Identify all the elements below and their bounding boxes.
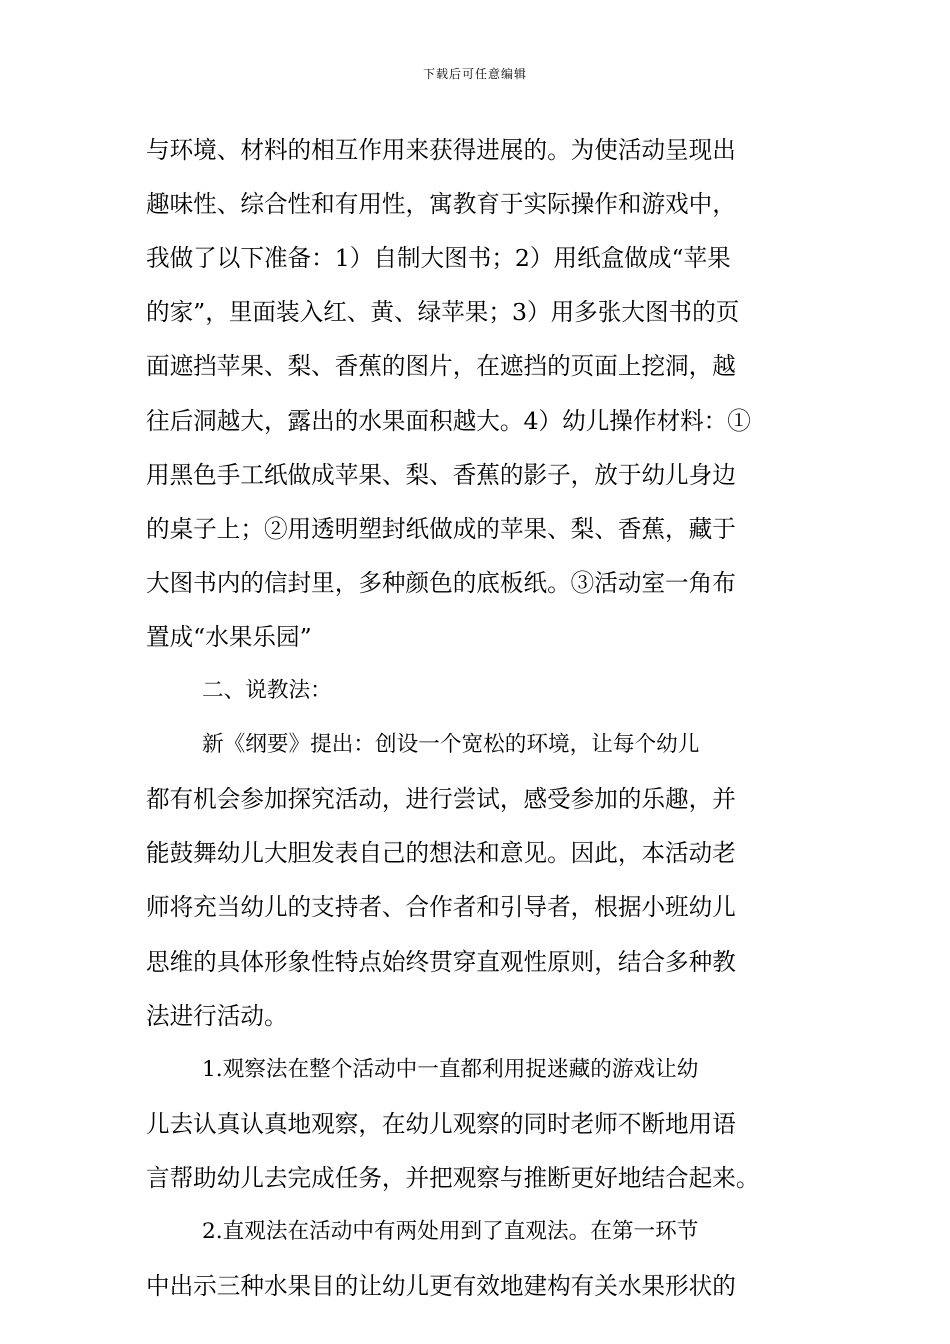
paragraph-line: 面遮挡苹果、梨、香蕉的图片，在遮挡的页面上挖洞，越 bbox=[146, 352, 736, 381]
paragraph-line: 的家”，里面装入红、黄、绿苹果；3）用多张大图书的页 bbox=[146, 298, 740, 327]
paragraph-line: 我做了以下准备：1）自制大图书；2）用纸盒做成“苹果 bbox=[146, 244, 731, 273]
paragraph-line: 2.直观法在活动中有两处用到了直观法。在第一环节 bbox=[202, 1219, 699, 1244]
paragraph-line: 新《纲要》提出：创设一个宽松的环境，让每个幼儿 bbox=[202, 732, 700, 758]
paragraph-line: 能鼓舞幼儿大胆发表自己的想法和意见。因此，本活动老 bbox=[146, 839, 736, 868]
paragraph-line: 与环境、材料的相互作用来获得进展的。为使活动呈现出 bbox=[146, 136, 736, 164]
paragraph-line: 用黑色手工纸做成苹果、梨、香蕉的影子，放于幼儿身边 bbox=[146, 460, 736, 489]
paragraph-line: 1.观察法在整个活动中一直都利用捉迷藏的游戏让幼 bbox=[202, 1056, 699, 1082]
paragraph-line: 二、说教法： bbox=[202, 678, 332, 703]
paragraph-line: 往后洞越大，露出的水果面积越大。4）幼儿操作材料：① bbox=[146, 406, 751, 435]
paragraph-line: 大图书内的信封里，多种颜色的底板纸。③活动室一角布 bbox=[146, 568, 736, 597]
paragraph-line: 趣味性、综合性和有用性，寓教育于实际操作和游戏中， bbox=[146, 190, 736, 219]
paragraph-line: 言帮助幼儿去完成任务，并把观察与推断更好地结合起来。 bbox=[146, 1163, 760, 1192]
paragraph-line: 的桌子上；②用透明塑封纸做成的苹果、梨、香蕉，藏于 bbox=[146, 514, 736, 543]
paragraph-line: 思维的具体形象性特点始终贯穿直观性原则，结合多种教 bbox=[146, 947, 736, 976]
page-header: 下载后可任意编辑 bbox=[422, 67, 527, 81]
paragraph-line: 儿去认真认真地观察，在幼儿观察的同时老师不断地用语 bbox=[146, 1109, 736, 1138]
paragraph-line: 都有机会参加探究活动，进行尝试，感受参加的乐趣，并 bbox=[146, 785, 736, 814]
paragraph-line: 中出示三种水果目的让幼儿更有效地建构有关水果形状的 bbox=[146, 1272, 736, 1301]
paragraph-line: 置成“水果乐园” bbox=[146, 622, 312, 651]
paragraph-line: 法进行活动。 bbox=[146, 1001, 288, 1030]
paragraph-line: 师将充当幼儿的支持者、合作者和引导者，根据小班幼儿 bbox=[146, 893, 736, 922]
